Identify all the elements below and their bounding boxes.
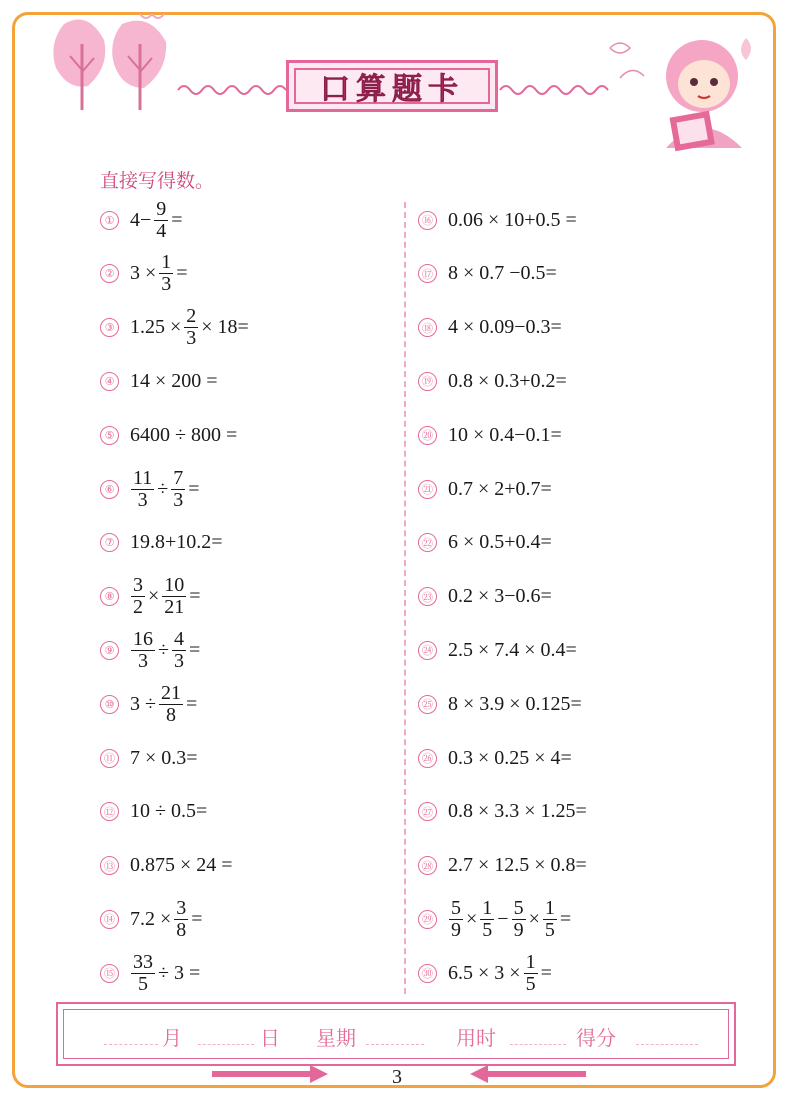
expression-text: = bbox=[191, 907, 203, 930]
problem-expression bbox=[129, 629, 201, 672]
problem-number: ㉑ bbox=[418, 480, 437, 499]
problem-number: ③ bbox=[100, 318, 119, 337]
problem-expression bbox=[447, 800, 588, 823]
problem-item bbox=[100, 627, 201, 672]
fraction-denominator: 2 bbox=[133, 596, 143, 619]
fraction bbox=[159, 683, 183, 726]
fraction bbox=[184, 306, 198, 349]
expression-text: 6 × 0.5+0.4= bbox=[448, 531, 552, 554]
expression-text: = bbox=[188, 477, 200, 500]
problem-item bbox=[418, 200, 578, 240]
problem-expression bbox=[129, 199, 184, 242]
problem-number: ⑨ bbox=[100, 641, 119, 660]
girl-reading-icon bbox=[606, 18, 776, 160]
fraction bbox=[131, 629, 155, 672]
fraction-numerator: 2 bbox=[186, 305, 197, 328]
instruction-text: 直接写得数。 bbox=[100, 170, 215, 192]
problem-item bbox=[418, 415, 563, 455]
problem-expression bbox=[447, 747, 573, 770]
expression-text: ÷ bbox=[157, 477, 169, 500]
problem-item bbox=[418, 950, 553, 995]
problem-expression bbox=[447, 478, 553, 501]
blank-line bbox=[198, 1044, 254, 1045]
footer-box bbox=[56, 1002, 736, 1066]
arrow-right-icon bbox=[210, 1062, 334, 1086]
problem-item bbox=[100, 415, 238, 455]
expression-text: = bbox=[189, 585, 201, 608]
problem-item bbox=[100, 896, 204, 941]
expression-text: 0.875 × 24 = bbox=[130, 854, 233, 877]
problem-number: ㉕ bbox=[418, 695, 437, 714]
expression-text: = bbox=[176, 262, 188, 285]
expression-text: × bbox=[466, 907, 478, 930]
problem-expression bbox=[129, 468, 201, 511]
problem-expression bbox=[129, 854, 234, 877]
problem-item bbox=[100, 305, 250, 350]
fraction bbox=[512, 898, 526, 941]
problem-number: ⑤ bbox=[100, 426, 119, 445]
fraction bbox=[543, 898, 557, 941]
problem-number: ⑬ bbox=[100, 856, 119, 875]
blank-line bbox=[636, 1044, 698, 1045]
expression-text: 10 × 0.4−0.1= bbox=[448, 423, 562, 446]
fraction-numerator: 33 bbox=[133, 950, 153, 973]
fraction bbox=[480, 898, 494, 941]
expression-text: 3 ÷ bbox=[130, 692, 156, 715]
fraction bbox=[131, 575, 145, 618]
fraction-denominator: 5 bbox=[138, 972, 148, 995]
fraction-denominator: 5 bbox=[544, 918, 555, 941]
problem-item bbox=[100, 681, 198, 726]
problem-number: ㉖ bbox=[418, 749, 437, 768]
problem-number: ⑩ bbox=[100, 695, 119, 714]
fraction bbox=[172, 629, 186, 672]
problem-expression bbox=[129, 370, 219, 393]
problem-number: ⑪ bbox=[100, 749, 119, 768]
fraction-denominator: 8 bbox=[165, 703, 176, 726]
fraction-denominator: 3 bbox=[161, 273, 172, 296]
problem-number: ⑫ bbox=[100, 802, 119, 821]
expression-text: 14 × 200 = bbox=[130, 369, 218, 392]
problem-item bbox=[418, 738, 573, 778]
problem-number: ⑦ bbox=[100, 533, 119, 552]
expression-text: 0.8 × 0.3+0.2= bbox=[448, 369, 567, 392]
fraction-denominator: 3 bbox=[186, 327, 197, 350]
expression-text: 0.7 × 2+0.7= bbox=[448, 477, 552, 500]
fraction-denominator: 9 bbox=[513, 918, 524, 941]
expression-text: 4− bbox=[130, 208, 152, 231]
expression-text: = bbox=[171, 208, 183, 231]
expression-text: 6400 ÷ 800 = bbox=[130, 423, 238, 446]
fraction-denominator: 8 bbox=[176, 918, 187, 941]
title-banner bbox=[286, 60, 498, 112]
expression-text: ÷ bbox=[158, 638, 169, 661]
footer-day-label: 日 bbox=[260, 1026, 280, 1050]
blank-line bbox=[366, 1044, 424, 1045]
problem-item bbox=[418, 577, 553, 617]
problem-item bbox=[100, 950, 201, 995]
problem-expression bbox=[447, 424, 563, 447]
problem-number: ⑱ bbox=[418, 318, 437, 337]
problem-number: ㉓ bbox=[418, 587, 437, 606]
expression-text: 10 ÷ 0.5= bbox=[130, 800, 208, 823]
fraction-numerator: 1 bbox=[482, 896, 493, 919]
problem-expression bbox=[129, 306, 250, 349]
problem-expression bbox=[129, 531, 224, 554]
expression-text: × bbox=[528, 907, 540, 930]
expression-text: 7.2 × bbox=[130, 907, 172, 930]
fraction-numerator: 1 bbox=[161, 251, 172, 274]
fraction bbox=[171, 468, 185, 511]
fraction-numerator: 4 bbox=[173, 627, 184, 650]
problem-expression bbox=[447, 531, 553, 554]
fraction-denominator: 5 bbox=[482, 918, 493, 941]
problem-expression bbox=[129, 747, 199, 770]
problem-number: ⑮ bbox=[100, 964, 119, 983]
fraction-numerator: 1 bbox=[544, 896, 555, 919]
expression-text: × bbox=[148, 585, 160, 608]
fraction bbox=[154, 199, 168, 242]
footer-month-label: 月 bbox=[162, 1026, 182, 1050]
problem-item bbox=[418, 469, 553, 509]
wave-right-icon bbox=[498, 72, 610, 100]
fraction-numerator: 1 bbox=[525, 950, 536, 973]
problem-item bbox=[418, 361, 568, 401]
problem-item bbox=[418, 308, 563, 348]
problem-item bbox=[418, 896, 572, 941]
problem-item bbox=[100, 361, 219, 401]
blank-line bbox=[510, 1044, 566, 1045]
expression-text: 8 × 3.9 × 0.125= bbox=[448, 692, 582, 715]
problem-number: ⑰ bbox=[418, 264, 437, 283]
fraction bbox=[131, 468, 154, 511]
tree-decoration-icon bbox=[40, 14, 190, 114]
problem-item bbox=[100, 197, 184, 242]
problem-expression bbox=[447, 370, 568, 393]
fraction-denominator: 5 bbox=[525, 972, 536, 995]
fraction-numerator: 21 bbox=[160, 681, 181, 704]
expression-text: 3 × bbox=[130, 262, 157, 285]
problem-expression bbox=[129, 424, 238, 447]
fraction-numerator: 10 bbox=[164, 574, 185, 597]
fraction-numerator: 5 bbox=[451, 896, 461, 919]
fraction bbox=[131, 952, 155, 995]
problem-number: ㉔ bbox=[418, 641, 437, 660]
expression-text: 2.7 × 12.5 × 0.8= bbox=[448, 854, 587, 877]
expression-text: 6.5 × 3 × bbox=[448, 961, 521, 984]
expression-text: 0.06 × 10+0.5 = bbox=[448, 208, 577, 231]
fraction-numerator: 3 bbox=[133, 574, 143, 597]
expression-text: 1.25 × bbox=[130, 316, 182, 339]
footer-time-label: 用时 bbox=[456, 1026, 496, 1050]
fraction-numerator: 16 bbox=[133, 627, 153, 650]
problem-item bbox=[418, 630, 578, 670]
page-title: 口算题卡 bbox=[320, 72, 464, 107]
fraction bbox=[449, 898, 463, 941]
footer-weekday-label: 星期 bbox=[316, 1026, 356, 1050]
problem-item bbox=[100, 523, 224, 563]
expression-text: 2.5 × 7.4 × 0.4= bbox=[448, 638, 577, 661]
problem-expression bbox=[447, 854, 588, 877]
problem-item bbox=[100, 846, 234, 886]
fraction bbox=[159, 252, 173, 295]
fraction-denominator: 21 bbox=[164, 596, 185, 619]
expression-text: = bbox=[188, 638, 201, 661]
fraction-numerator: 11 bbox=[133, 466, 153, 489]
problem-expression bbox=[447, 209, 578, 232]
column-divider bbox=[404, 202, 406, 994]
problem-number: ㉙ bbox=[418, 910, 437, 929]
expression-text: = bbox=[185, 692, 198, 715]
arrow-left-icon bbox=[464, 1062, 588, 1086]
fraction-numerator: 5 bbox=[513, 896, 524, 919]
problem-item bbox=[418, 523, 553, 563]
problem-item bbox=[100, 466, 201, 511]
problem-item bbox=[418, 792, 588, 832]
problem-expression bbox=[447, 262, 558, 285]
expression-text: 0.8 × 3.3 × 1.25= bbox=[448, 800, 587, 823]
fraction-denominator: 3 bbox=[137, 488, 148, 511]
fraction-denominator: 9 bbox=[451, 918, 461, 941]
problem-number: ② bbox=[100, 264, 119, 283]
problem-expression bbox=[447, 952, 553, 995]
problem-expression bbox=[129, 952, 201, 995]
problem-number: ㉘ bbox=[418, 856, 437, 875]
expression-text: 0.2 × 3−0.6= bbox=[448, 585, 552, 608]
problem-expression bbox=[129, 575, 202, 618]
problem-expression bbox=[129, 252, 189, 295]
problem-item bbox=[418, 846, 588, 886]
expression-text: ÷ 3 = bbox=[158, 961, 201, 984]
problem-expression bbox=[447, 693, 583, 716]
problem-item bbox=[100, 251, 189, 296]
problem-item bbox=[418, 254, 558, 294]
problem-item bbox=[100, 738, 199, 778]
problem-expression bbox=[129, 898, 204, 941]
fraction-numerator: 7 bbox=[173, 466, 184, 489]
expression-text: 0.3 × 0.25 × 4= bbox=[448, 746, 572, 769]
problem-number: ㉒ bbox=[418, 533, 437, 552]
problem-expression bbox=[447, 898, 572, 941]
wave-left-icon bbox=[176, 72, 286, 100]
problem-item bbox=[418, 684, 583, 724]
problem-number: ④ bbox=[100, 372, 119, 391]
problem-item bbox=[100, 792, 208, 832]
problem-expression bbox=[129, 800, 208, 823]
problem-number: ㉗ bbox=[418, 802, 437, 821]
problem-number: ㉚ bbox=[418, 964, 437, 983]
problem-expression bbox=[447, 639, 578, 662]
page-number: 3 bbox=[392, 1066, 402, 1088]
problem-number: ① bbox=[100, 211, 119, 230]
problem-number: ⑳ bbox=[418, 426, 437, 445]
problem-expression bbox=[129, 683, 198, 726]
fraction-numerator: 3 bbox=[176, 896, 187, 919]
fraction-denominator: 4 bbox=[156, 219, 167, 242]
problem-number: ⑧ bbox=[100, 587, 119, 606]
fraction bbox=[162, 575, 186, 618]
problem-number: ⑲ bbox=[418, 372, 437, 391]
problem-number: ⑭ bbox=[100, 910, 119, 929]
problem-number: ⑥ bbox=[100, 480, 119, 499]
expression-text: 8 × 0.7 −0.5= bbox=[448, 262, 557, 285]
expression-text: × 18= bbox=[201, 316, 249, 339]
expression-text: = bbox=[540, 961, 552, 984]
problem-item bbox=[100, 574, 202, 619]
expression-text: − bbox=[497, 907, 509, 930]
expression-text: = bbox=[559, 907, 572, 930]
fraction-denominator: 3 bbox=[173, 649, 184, 672]
fraction bbox=[174, 898, 188, 941]
problem-expression bbox=[447, 316, 563, 339]
problem-number: ⑯ bbox=[418, 211, 437, 230]
fraction-denominator: 3 bbox=[173, 488, 184, 511]
fraction-numerator: 9 bbox=[156, 197, 167, 220]
problem-expression bbox=[447, 585, 553, 608]
expression-text: 19.8+10.2= bbox=[130, 531, 223, 554]
expression-text: 7 × 0.3= bbox=[130, 746, 198, 769]
footer-score-label: 得分 bbox=[576, 1026, 616, 1050]
fraction-denominator: 3 bbox=[138, 649, 148, 672]
fraction bbox=[524, 952, 538, 995]
expression-text: 4 × 0.09−0.3= bbox=[448, 316, 562, 339]
blank-line bbox=[104, 1044, 158, 1045]
